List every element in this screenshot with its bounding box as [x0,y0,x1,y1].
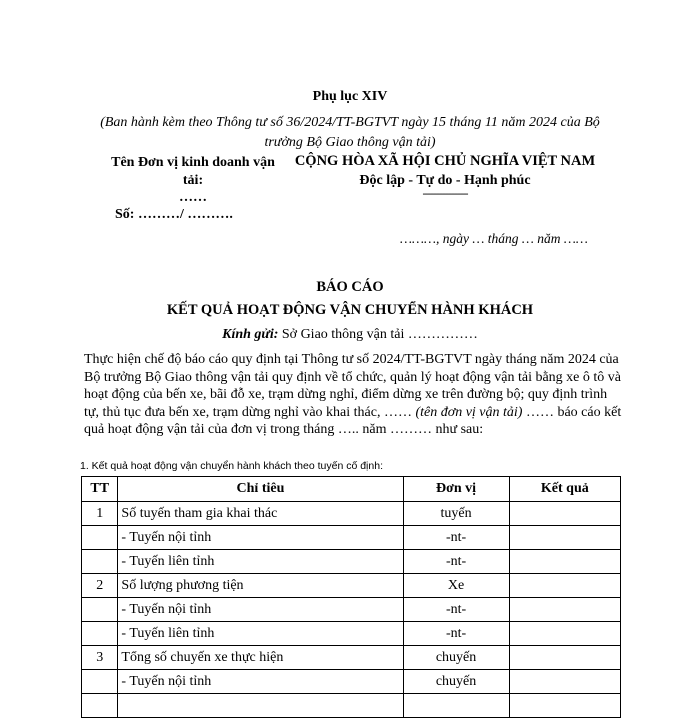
row-unit: -nt- [403,622,509,646]
section-1-heading: 1. Kết quả hoạt động vận chuyển hành khách theo tuyến cố định: [80,460,383,472]
row-indicator: - Tuyến nội tỉnh [118,670,403,694]
recipient-line [0,327,700,343]
row-result-cell[interactable] [509,622,620,646]
table-row [82,598,621,622]
row-result-cell[interactable] [509,598,620,622]
row-result-cell[interactable] [509,502,620,526]
intro-paragraph [84,351,624,439]
column-header-tt: TT [82,477,118,502]
row-result-cell[interactable] [509,574,620,598]
report-title: BÁO CÁO [316,279,384,295]
row-number [82,598,118,622]
row-result-cell[interactable] [509,694,620,718]
row-number [82,670,118,694]
unit-name-label: Tên Đơn vị kinh doanh vận tải: [111,155,275,188]
row-indicator: - Tuyến nội tỉnh [118,526,403,550]
national-motto: Độc lập - Tự do - Hạnh phúc [359,173,531,188]
recipient-value: Sở Giao thông vận tải …………… [278,327,478,342]
row-unit: -nt- [403,598,509,622]
row-indicator [118,694,403,718]
row-result-cell[interactable] [509,646,620,670]
report-table [81,476,621,718]
table-header-row [82,477,621,502]
row-indicator: Số lượng phương tiện [118,574,403,598]
issued-note: (Ban hành kèm theo Thông tư số 36/2024/TT-BGTVT ngày 15 tháng 11 năm 2024 của Bộ trưởng Bộ Giao thông vận tải) [100,115,600,150]
row-indicator: - Tuyến liên tỉnh [118,622,403,646]
table-row [82,574,621,598]
row-unit: tuyến [403,502,509,526]
row-result-cell[interactable] [509,550,620,574]
row-unit: -nt- [403,550,509,574]
table-row [82,646,621,670]
row-number: 3 [82,646,118,670]
document-number: Số: ………/ ………. [115,207,233,222]
row-number [82,694,118,718]
row-number [82,526,118,550]
appendix-title: Phụ lục XIV [312,89,388,104]
row-result-cell[interactable] [509,670,620,694]
row-unit [403,694,509,718]
motto-underline: --------------- [422,186,468,200]
row-number: 1 [82,502,118,526]
table-row [82,502,621,526]
recipient-label: Kính gửi: [222,327,279,342]
row-number [82,550,118,574]
report-subtitle: KẾT QUẢ HOẠT ĐỘNG VẬN CHUYỂN HÀNH KHÁCH [166,302,534,318]
row-unit: chuyến [403,670,509,694]
column-header-result: Kết quả [509,477,620,502]
table-row [82,694,621,718]
column-header-unit: Đơn vị [403,477,509,502]
row-unit: -nt- [403,526,509,550]
intro-unit-name: (tên đơn vị vận tải) [415,404,523,420]
republic-heading: CỘNG HÒA XÃ HỘI CHỦ NGHĨA VIỆT NAM [294,153,596,169]
table-row [82,550,621,574]
unit-name-dots: …… [179,190,207,205]
date-line: ………, ngày … tháng … năm …… [400,231,588,246]
row-unit: Xe [403,574,509,598]
table-row [82,622,621,646]
row-number: 2 [82,574,118,598]
table-row [82,526,621,550]
row-unit: chuyến [403,646,509,670]
row-indicator: Tổng số chuyến xe thực hiện [118,646,403,670]
table-row [82,670,621,694]
row-indicator: Số tuyến tham gia khai thác [118,502,403,526]
row-number [82,622,118,646]
row-result-cell[interactable] [509,526,620,550]
intro-text-part1: Thực hiện chế độ báo cáo quy định tại Thông tư số 2024/TT-BGTVT ngày tháng năm 2024 của Bộ trưởng Bộ Giao thông vận tải quy định về tổ chức, quản lý hoạt động vận tải bằng xe ô tô và hoạt động của bến xe, bãi đỗ xe, trạm dừng nghỉ, điểm dừng xe trên đường bộ; quy định trình tự, thủ tục đưa bến xe, trạm dừng nghỉ vào khai thác, …… [84,352,621,420]
row-indicator: - Tuyến liên tỉnh [118,550,403,574]
intro-text-part2: …… báo cáo kết quả hoạt động vận tải của đơn vị trong tháng ….. năm ……… như sau: [84,404,622,437]
row-indicator: - Tuyến nội tỉnh [118,598,403,622]
column-header-indicator: Chỉ tiêu [118,477,403,502]
